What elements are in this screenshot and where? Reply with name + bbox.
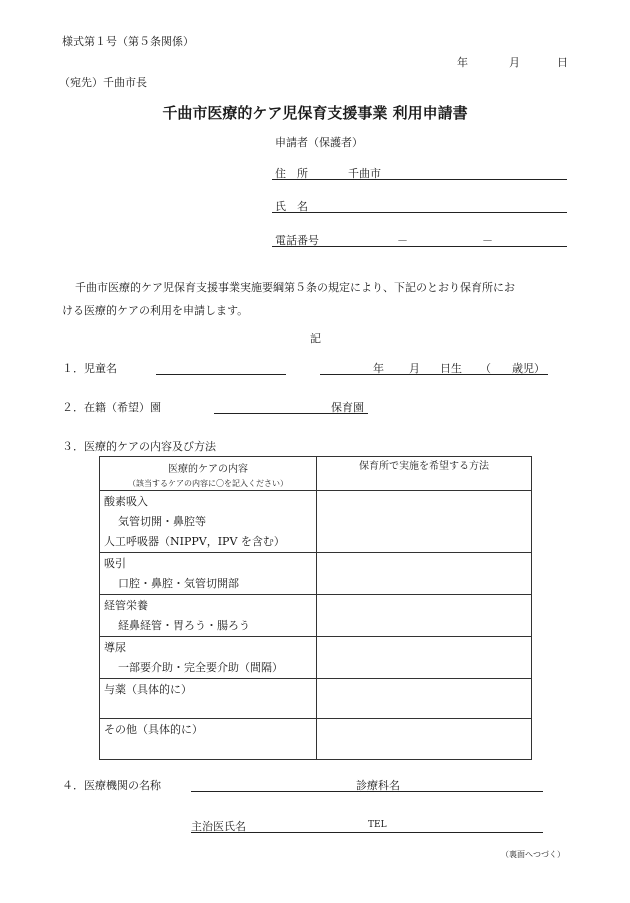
date-month-label: 月 xyxy=(509,56,520,69)
nursery-suffix: 保育園 xyxy=(331,401,364,414)
method-catheter-field[interactable] xyxy=(317,637,532,679)
birth-month-label: 月 xyxy=(409,362,420,375)
item1-label: １．児童名 xyxy=(62,362,117,375)
method-suction-field[interactable] xyxy=(317,553,532,595)
department-label: 診療科名 xyxy=(356,779,400,792)
phone-line[interactable] xyxy=(272,246,567,247)
care-oxygen-sub: 気管切開・鼻腔等 xyxy=(118,515,206,528)
table-row xyxy=(100,595,532,637)
care-suction-cell[interactable] xyxy=(100,553,317,595)
birthdate-line[interactable] xyxy=(320,374,548,375)
table-row xyxy=(100,679,532,719)
nursery-line[interactable] xyxy=(214,413,368,414)
care-suction-sub: 口腔・鼻腔・気管切開部 xyxy=(118,577,239,590)
address-line[interactable] xyxy=(272,179,567,180)
phone-separator-1: － xyxy=(397,234,408,247)
ki-mark: 記 xyxy=(310,332,321,345)
care-other-cell[interactable] xyxy=(100,719,317,760)
care-table-header xyxy=(100,457,532,491)
header-method: 保育所で実施を希望する方法 xyxy=(317,457,532,491)
addressee: （宛先）千曲市長 xyxy=(59,76,147,89)
phone-label: 電話番号 xyxy=(275,234,319,247)
header-care-content xyxy=(100,457,317,491)
method-oxygen-field[interactable] xyxy=(317,491,532,553)
item2-label: ２．在籍（希望）園 xyxy=(62,401,161,414)
name-label: 氏 名 xyxy=(275,200,308,213)
method-other-field[interactable] xyxy=(317,719,532,760)
care-oxygen-title: 酸素吸入 xyxy=(104,495,148,508)
item3-label: ３．医療的ケアの内容及び方法 xyxy=(62,440,216,453)
address-value: 千曲市 xyxy=(348,167,381,180)
care-catheter-title: 導尿 xyxy=(104,641,126,654)
table-row xyxy=(100,637,532,679)
care-medication-title: 与薬（具体的に） xyxy=(104,683,192,696)
birth-day-label: 日生 xyxy=(440,362,462,375)
intro-line-1: 千曲市医療的ケア児保育支援事業実施要綱第５条の規定により、下記のとおり保育所にお xyxy=(75,281,515,294)
age-label: 歳児） xyxy=(512,362,545,375)
phone-separator-2: － xyxy=(482,234,493,247)
name-line[interactable] xyxy=(272,212,567,213)
care-catheter-cell[interactable] xyxy=(100,637,317,679)
form-number: 様式第１号（第５条関係） xyxy=(62,35,194,48)
header-care-content-label: 医療的ケアの内容 xyxy=(168,464,248,475)
address-label: 住 所 xyxy=(275,167,308,180)
care-other-title: その他（具体的に） xyxy=(104,723,203,736)
birth-year-label: 年 xyxy=(373,362,384,375)
table-row xyxy=(100,719,532,760)
doctor-line[interactable] xyxy=(191,832,543,833)
applicant-heading: 申請者（保護者） xyxy=(275,136,363,149)
care-suction-title: 吸引 xyxy=(104,557,126,570)
age-open-paren: （ xyxy=(480,362,491,375)
care-oxygen-cell[interactable] xyxy=(100,491,317,553)
care-oxygen-extra: 人工呼吸器（NIPPV，IPV を含む） xyxy=(104,535,285,548)
page-title: 千曲市医療的ケア児保育支援事業 利用申請書 xyxy=(162,104,468,122)
tel-label: TEL xyxy=(368,820,387,830)
care-tube-feeding-sub: 経鼻経管・胃ろう・腸ろう xyxy=(118,619,250,632)
care-tube-feeding-title: 経管栄養 xyxy=(104,599,148,612)
table-row xyxy=(100,553,532,595)
method-medication-field[interactable] xyxy=(317,679,532,719)
intro-line-2: ける医療的ケアの利用を申請します。 xyxy=(62,304,249,317)
medical-institution-line[interactable] xyxy=(191,791,543,792)
care-table xyxy=(99,456,532,760)
care-medication-cell[interactable] xyxy=(100,679,317,719)
continued-note: （裏面へつづく） xyxy=(501,850,565,859)
item4-label: ４．医療機関の名称 xyxy=(62,779,161,792)
care-catheter-sub: 一部要介助・完全要介助（間隔） xyxy=(118,661,283,674)
care-tube-feeding-cell[interactable] xyxy=(100,595,317,637)
header-care-note: （該当するケアの内容に〇を記入ください） xyxy=(128,479,288,488)
doctor-label: 主治医氏名 xyxy=(191,820,246,833)
method-tube-feeding-field[interactable] xyxy=(317,595,532,637)
date-year-label: 年 xyxy=(457,56,468,69)
date-day-label: 日 xyxy=(557,56,568,69)
table-row xyxy=(100,491,532,553)
child-name-line[interactable] xyxy=(156,374,286,375)
